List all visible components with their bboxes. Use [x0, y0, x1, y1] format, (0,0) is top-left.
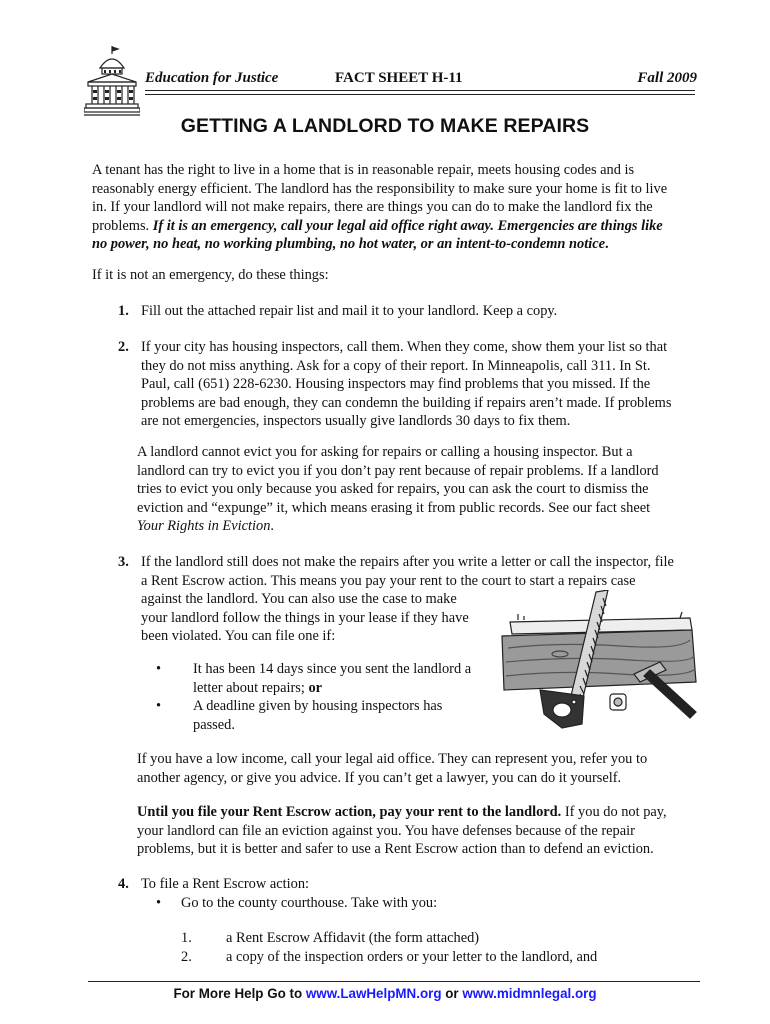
footer-rule [88, 981, 700, 982]
midmnlegal-link[interactable]: www.midmnlegal.org [462, 986, 597, 1001]
step-3-number: 3. [118, 554, 129, 570]
intro-text: problems. [92, 217, 153, 234]
step-4-sub: Go to the county courthouse. Take with you: [181, 895, 438, 911]
courthouse-logo-icon [84, 44, 140, 118]
eviction-line [137, 517, 274, 536]
list-item: a copy of the inspection orders or your letter to the landlord, and [226, 948, 598, 965]
step-2-line: problems are bad enough, they can condemn the building if repairs aren’t made. If problems [141, 394, 672, 411]
bullet: • [156, 895, 162, 911]
eviction-line: tries to evict you only because you asked for repairs, you can ask the court to dismiss the [137, 481, 649, 497]
eviction-line: eviction and “expunge” it, which means erasing it from public records. See our fact sheet [137, 499, 651, 516]
intro-line [92, 235, 609, 254]
header [145, 70, 697, 92]
until-text: If you do not pay, [561, 804, 667, 820]
step-2-number: 2. [118, 339, 129, 355]
pay-rent-warning: Until you file your Rent Escrow action, pay your rent to the landlord. [137, 804, 562, 820]
intro-line: A tenant has the right to live in a home that is in reasonable repair, meets housing codes and is [92, 162, 635, 178]
step-2-line: If your city has housing inspectors, call them. When they come, show them your list so that [141, 339, 668, 355]
bullet: • [156, 698, 162, 714]
step-3-line: been violated. You can file one if: [141, 628, 336, 644]
fact-sheet-reference: Your Rights in Eviction [137, 518, 271, 534]
header-sheet-number: FACT SHEET H-11 [335, 70, 463, 86]
until-line: your landlord can file an eviction against you. You have defenses because of the repair [137, 822, 635, 839]
step-2-line: are not emergencies, inspectors usually give landlords 30 days to fix them. [141, 413, 571, 429]
tools-illustration-icon [500, 590, 700, 730]
condition-line: A deadline given by housing inspectors has [193, 698, 443, 714]
header-org: Education for Justice [145, 70, 279, 86]
step-3-line: against the landlord. You can also use the case to make [141, 591, 457, 607]
until-line [137, 803, 667, 822]
footer-prefix: For More Help Go to [173, 986, 306, 1001]
condition-line: It has been 14 days since you sent the landlord a [193, 661, 472, 677]
page-title: GETTING A LANDLORD TO MAKE REPAIRS [180, 115, 590, 137]
income-line: If you have a low income, call your legal aid office. They can represent you, refer you to [137, 751, 648, 767]
bullet: • [156, 661, 162, 677]
step-3-line: a Rent Escrow action. This means you pay your rent to the court to start a repairs case [141, 572, 636, 589]
footer-or: or [441, 986, 463, 1001]
or-keyword: or [308, 679, 323, 696]
header-rule [145, 90, 695, 91]
lawhelpmn-link[interactable]: www.LawHelpMN.org [305, 986, 442, 1001]
emergency-notice: If it is an emergency, call your legal aid office right away. Emergencies are things like [152, 217, 663, 234]
not-emergency-text: If it is not an emergency, do these things: [92, 267, 329, 283]
list-number: 1. [181, 930, 192, 946]
step-1-number: 1. [118, 303, 129, 319]
condition-line [193, 679, 322, 698]
step-4-number: 4. [118, 876, 129, 892]
eviction-line: A landlord cannot evict you for asking for repairs or calling a housing inspector. But a [137, 444, 633, 460]
intro-line: in. If your landlord will not make repairs, there are things you can do to make the landlord fix the [92, 199, 653, 215]
period: . [270, 518, 274, 534]
intro-line: reasonably energy efficient. The landlord has the responsibility to make sure your home is fit to live [92, 180, 668, 197]
condition-line: passed. [193, 716, 235, 733]
step-4-line: To file a Rent Escrow action: [141, 876, 310, 892]
list-number: 2. [181, 948, 192, 965]
condition-text: letter about repairs; [193, 679, 309, 696]
until-line: problems, but it is better and safer to use a Rent Escrow action than to defend an eviction. [137, 841, 654, 857]
step-3-line: If the landlord still does not make the repairs after you write a letter or call the inspector, file [141, 554, 674, 570]
step-2-line: Paul, call (651) 228-6230. Housing inspectors may find problems that you missed. If the [141, 376, 651, 392]
step-3-line: your landlord follow the things in your lease if they have [141, 609, 469, 626]
step-1-text: Fill out the attached repair list and mail it to your landlord. Keep a copy. [141, 303, 558, 319]
income-line: another agency, or give you advice. If you can’t get a lawyer, you can do it yourself. [137, 769, 622, 786]
footer [0, 986, 770, 1001]
step-2-line: they do not miss anything. Ask for a copy of their report. In Minneapolis, call 311. In St. [141, 357, 651, 374]
eviction-line: landlord can try to evict you if you don’t pay rent because of repair problems. If a landlord [137, 462, 659, 479]
emergency-list: no power, no heat, no working plumbing, no hot water, or an intent-to-condemn notice [92, 236, 605, 252]
period: . [604, 236, 609, 252]
header-rule-2 [145, 94, 695, 95]
intro-line [92, 217, 663, 236]
header-season: Fall 2009 [637, 70, 697, 86]
list-item: a Rent Escrow Affidavit (the form attached) [226, 930, 480, 946]
